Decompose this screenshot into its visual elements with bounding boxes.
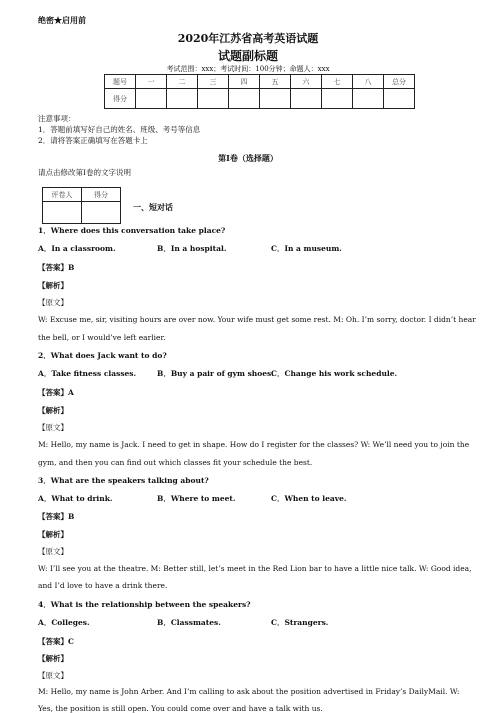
exam-info: 考试范围：xxx；考试时间：100分钟；命题人：xxx: [166, 65, 330, 73]
option-c[interactable]: C．Change his work schedule.: [271, 369, 398, 378]
original-label: 【原文】: [38, 298, 68, 307]
score-header-cell: 六: [291, 75, 322, 89]
score-header-cell: 五: [260, 75, 291, 89]
score-cell[interactable]: [291, 89, 322, 109]
score-cell[interactable]: [229, 89, 260, 109]
option-a[interactable]: A．Take fitness classes.: [38, 369, 137, 378]
option-c[interactable]: C．When to leave.: [271, 494, 347, 503]
grader-cell[interactable]: [43, 202, 82, 224]
grader-table: [42, 187, 121, 224]
option-a[interactable]: A．What to drink.: [38, 494, 113, 503]
score-header-cell: 题号: [105, 75, 136, 89]
question-text: 2．What does Jack want to do?: [38, 351, 167, 360]
grader-header-cell: 得分: [82, 188, 121, 202]
confidential-label: 绝密★启用前: [38, 15, 86, 25]
transcript-line: the bell, or I would’ve left earlier.: [38, 333, 166, 342]
option-b[interactable]: B．Classmates.: [157, 618, 221, 627]
grader-cell[interactable]: [82, 202, 121, 224]
score-header-cell: 八: [353, 75, 384, 89]
score-cell[interactable]: [136, 89, 167, 109]
option-a[interactable]: A．In a classroom.: [38, 244, 116, 253]
score-header-cell: 四: [229, 75, 260, 89]
answer-label: 【答案】C: [38, 637, 74, 646]
option-a[interactable]: A．Colleges.: [38, 618, 90, 627]
section-instruction[interactable]: 请点击修改第I卷的文字说明: [38, 168, 131, 177]
transcript-line: W: Excuse me, sir, visiting hours are over now. Your wife must get some rest. M: Oh. I’m sorry, doctor. I didn’t hear: [38, 315, 476, 324]
analysis-label: 【解析】: [38, 406, 68, 415]
score-header-cell: 一: [136, 75, 167, 89]
option-b[interactable]: B．Buy a pair of gym shoes.: [157, 369, 274, 378]
exam-subtitle: 试题副标题: [217, 49, 278, 63]
option-b[interactable]: B．Where to meet.: [157, 494, 236, 503]
option-c[interactable]: C．Strangers.: [271, 618, 329, 627]
score-cell[interactable]: [322, 89, 353, 109]
option-c[interactable]: C．In a museum.: [271, 244, 342, 253]
score-cell[interactable]: [198, 89, 229, 109]
score-cell[interactable]: [353, 89, 384, 109]
score-header-cell: 总分: [384, 75, 415, 89]
score-header-cell: 七: [322, 75, 353, 89]
transcript-line: and I’d love to have a drink there.: [38, 581, 168, 590]
part-title: 一、短对话: [133, 202, 173, 212]
question-text: 1．Where does this conversation take place?: [38, 226, 226, 235]
transcript-line: M: Hello, my name is Jack. I need to get in shape. How do I register for the classes? W: We’ll need you to join the: [38, 440, 470, 449]
answer-label: 【答案】B: [38, 263, 75, 272]
notes-item: 2．请将答案正确填写在答题卡上: [38, 136, 148, 145]
grader-header-cell: 评卷人: [43, 188, 82, 202]
original-label: 【原文】: [38, 671, 68, 680]
transcript-line: M: Hello, my name is John Arber. And I’m calling to ask about the position advertised in Friday’s DailyMail. W:: [38, 687, 460, 696]
answer-label: 【答案】A: [38, 388, 74, 397]
section-title: 第I卷（选择题）: [218, 153, 278, 163]
analysis-label: 【解析】: [38, 530, 68, 539]
transcript-line: W: I’ll see you at the theatre. M: Better still, let’s meet in the Red Lion bar to have a little nice talk. W: Good idea,: [38, 564, 472, 573]
answer-label: 【答案】B: [38, 512, 75, 521]
notes-heading: 注意事项：: [38, 114, 76, 123]
score-cell[interactable]: [167, 89, 198, 109]
option-b[interactable]: B．In a hospital.: [157, 244, 227, 253]
exam-title: 2020年江苏省高考英语试题: [177, 32, 319, 45]
analysis-label: 【解析】: [38, 654, 68, 663]
analysis-label: 【解析】: [38, 281, 68, 290]
score-header-cell: 三: [198, 75, 229, 89]
question-text: 4．What is the relationship between the speakers?: [38, 600, 251, 609]
notes-item: 1．答题前填写好自己的姓名、班级、考号等信息: [38, 125, 201, 134]
transcript-line: Yes, the position is still open. You could come over and have a talk with us.: [38, 704, 323, 713]
score-cell[interactable]: [384, 89, 415, 109]
original-label: 【原文】: [38, 547, 68, 556]
score-header-cell: 二: [167, 75, 198, 89]
score-table: [104, 74, 415, 109]
original-label: 【原文】: [38, 423, 68, 432]
score-cell[interactable]: [260, 89, 291, 109]
question-text: 3．What are the speakers talking about?: [38, 476, 209, 485]
score-row-label: 得分: [105, 89, 136, 109]
transcript-line: gym, and then you can find out which classes fit your schedule the best.: [38, 458, 313, 467]
